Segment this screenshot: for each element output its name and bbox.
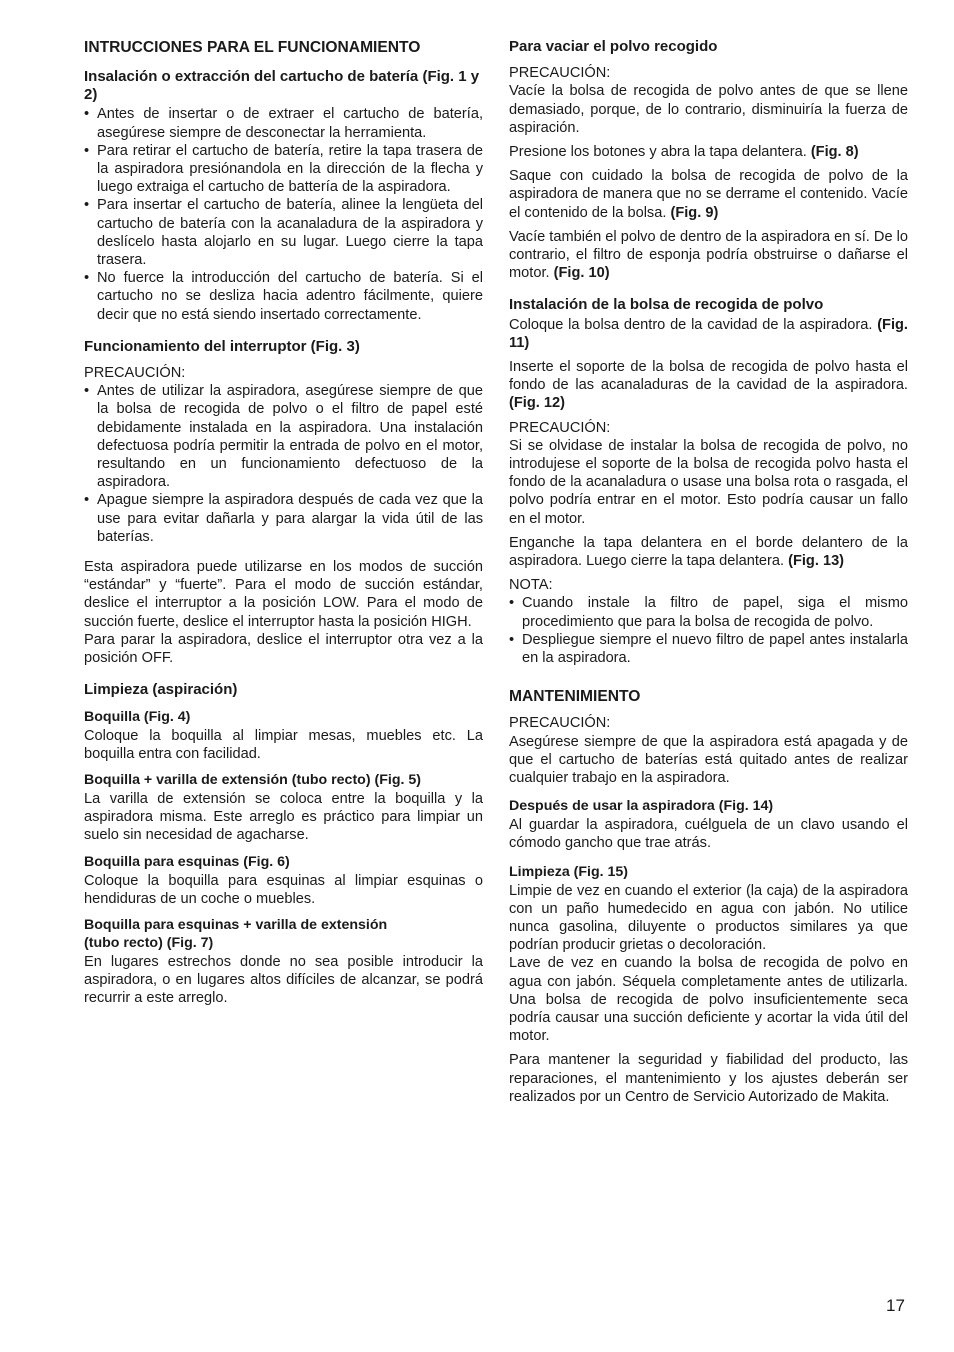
corner-extension-heading-1: Boquilla para esquinas + varilla de extensión [84,916,388,933]
empty-step-1 [509,143,908,161]
list-item: • Apague siempre la aspiradora después de cada vez que la use para evitar dañarla y para alargar la vida útil de las baterías. [84,491,483,546]
switch-off-text: Para parar la aspiradora, deslice el interruptor otra vez a la posición OFF. [84,631,483,667]
fig-ref: (Fig. 11) [509,316,908,351]
nozzle-heading: Boquilla (Fig. 4) [84,708,191,725]
empty-step-1-text: Presione los botones y abra la tapa delantera. [509,144,807,161]
switch-caution-list [84,382,483,546]
note-label: NOTA: [509,577,553,594]
list-item: • Antes de insertar o de extraer el cartucho de batería, asegúrese siempre de desconectar la herramienta. [84,105,483,141]
corner-extension-heading-2: (tubo recto) (Fig. 7) [84,934,214,951]
empty-dust-section [509,38,908,282]
caution-label: PRECAUCIÓN: [509,65,611,82]
fig-ref: (Fig. 12) [509,395,565,412]
after-use-text: Al guardar la aspiradora, cuélguela de un clavo usando el cómodo gancho que trae atrás. [509,817,908,852]
install-bag-heading: Instalación de la bolsa de recogida de polvo [509,296,824,314]
install-step-1-text: Coloque la bolsa dentro de la cavidad de la aspiradora. [509,316,873,333]
switch-section [84,338,483,667]
empty-step-3-text: Vacíe también el polvo de dentro de la aspiradora en sí. De lo contrario, el filtro de esponja podría obstruirse o dañarse el motor. [509,228,908,282]
empty-step-3 [509,228,908,283]
switch-modes-text: Esta aspiradora puede utilizarse en los modos de succión “estándar” y “fuerte”. Para el modo de succión estándar, deslice el interruptor a la posición LOW. Para el modo de succión fuerte, deslice el interruptor hasta la posición HIGH. [84,559,483,630]
service-text: Para mantener la seguridad y fiabilidad del producto, las reparaciones, el mantenimiento y los ajustes deberán ser realizados por un Centro de Servicio Autorizado de Makita. [509,1052,908,1105]
fig-ref: (Fig. 9) [670,204,719,221]
caution-label: PRECAUCIÓN: [509,419,611,436]
fig-ref: (Fig. 13) [788,553,845,570]
battery-list [84,105,483,323]
fig-ref: (Fig. 10) [553,265,610,282]
install-step-2-text: Inserte el soporte de la bolsa de recogida de polvo hasta el fondo de las acanaladuras de la cavidad de la aspiradora. [509,359,908,394]
list-item: • Despliegue siempre el nuevo filtro de papel antes instalarla en la aspiradora. [509,631,908,667]
switch-heading: Funcionamiento del interruptor (Fig. 3) [84,337,360,355]
corner-nozzle-text: Coloque la boquilla para esquinas al limpiar esquinas o hendiduras de un coche o muebles. [84,872,483,907]
list-item: • Para insertar el cartucho de batería, alinee la lengüeta del cartucho de batería con la acanaladura de la aspiradora y deslícelo hasta alojarlo en su lugar. Luego cierre la tapa trasera. [84,196,483,269]
cleaning-section [84,681,483,1007]
install-caution-text: Si se olvidase de instalar la bolsa de recogida de polvo, no introdujese el soporte de la bolsa de recogida polvo hasta el fondo de la acanaladura o usase una bolsa rota o rasgada, el polvo podría entrar en el motor. Esto podría causar un fallo en el motor. [509,437,908,527]
install-step-2 [509,358,908,413]
caution-label: PRECAUCIÓN: [84,365,186,382]
empty-caution-text: Vacíe la bolsa de recogida de polvo antes de que se llene demasiado, porque, de lo contrario, disminuiría la fuerza de aspiración. [509,83,908,136]
section-title-instructions: INTRUCCIONES PARA EL FUNCIONAMIENTO [84,39,421,56]
extension-heading: Boquilla + varilla de extensión (tubo recto) (Fig. 5) [84,771,422,788]
caution-label: PRECAUCIÓN: [509,715,611,732]
empty-dust-heading: Para vaciar el polvo recogido [509,38,718,55]
list-item: • Para retirar el cartucho de batería, retire la tapa trasera de la aspiradora presiónandola en la dirección de la flecha y luego extraiga el cartucho de battería de la aspiradora. [84,142,483,197]
install-step-3 [509,534,908,570]
empty-step-2-text: Saque con cuidado la bolsa de recogida de polvo de la aspiradora de manera que no se derrame el contenido. Vacíe el contenido de la bolsa. [509,168,908,221]
maintenance-caution-text: Asegúrese siempre de que la aspiradora está apagada y de que el cartucho de baterías está quitado antes de realizar cualquier trabajo en la aspiradora. [509,733,908,786]
corner-nozzle-heading: Boquilla para esquinas (Fig. 6) [84,853,290,870]
battery-section [84,68,483,324]
cleaning-fig15-heading: Limpieza (Fig. 15) [509,863,629,880]
note-list [509,594,908,667]
cleaning-text-1: Limpie de vez en cuando el exterior (la caja) de la aspiradora con un paño humedecido en agua con jabón. No utilice nunca gasolina, diluyente o productos similares ya que podrían producir grietas o decoloración. [509,882,908,954]
left-column [84,38,483,1014]
list-item: • No fuerce la introducción del cartucho de batería. Si el cartucho no se desliza hacia adentro fácilmente, quiere decir que no está siendo insertado correctamente. [84,269,483,324]
list-item: • Antes de utilizar la aspiradora, asegúrese siempre de que la bolsa de recogida de polvo o el filtro de papel esté debidamente instalada en la aspiradora. Una instalación defectuosa podría permitir la entrada de polvo en el motor, resultando en un funcionamiento defectuoso de la aspiradora. [84,382,483,491]
install-step-1 [509,316,908,352]
right-column [509,38,908,1112]
extension-text: La varilla de extensión se coloca entre la boquilla y la aspiradora misma. Este arreglo es práctico para limpiar un suelo sin necesidad de agacharse. [84,790,483,844]
fig-ref: (Fig. 8) [810,144,859,161]
cleaning-heading: Limpieza (aspiración) [84,681,238,699]
list-item: • Cuando instale la filtro de papel, siga el mismo procedimiento que para la bolsa de recogida de polvo. [509,594,908,630]
corner-extension-text: En lugares estrechos donde no sea posible introducir la aspiradora, o en lugares altos difíciles de alcanzar, se podrá recurrir a este arreglo. [84,953,483,1007]
install-step-3-text: Enganche la tapa delantera en el borde delantero de la aspiradora. Luego cierre la tapa delantera. [509,534,908,570]
nozzle-text: Coloque la boquilla al limpiar mesas, muebles etc. La boquilla entra con facilidad. [84,727,483,762]
install-bag-section [509,296,908,667]
page-number: 17 [886,1296,905,1315]
empty-step-2 [509,167,908,222]
battery-heading: Insalación o extracción del cartucho de batería (Fig. 1 y 2) [84,68,480,104]
section-title-maintenance: MANTENIMIENTO [509,688,641,706]
after-use-heading: Después de usar la aspiradora (Fig. 14) [509,798,774,815]
cleaning-text-2: Lave de vez en cuando la bolsa de recogida de polvo en agua con jabón. Séquela completamente antes de utilizarla. Una bolsa de recogida de polvo insuficientemente seca podría causar una succión deficiente y acortar la vida útil del motor. [509,955,908,1045]
maintenance-section [509,687,908,1106]
